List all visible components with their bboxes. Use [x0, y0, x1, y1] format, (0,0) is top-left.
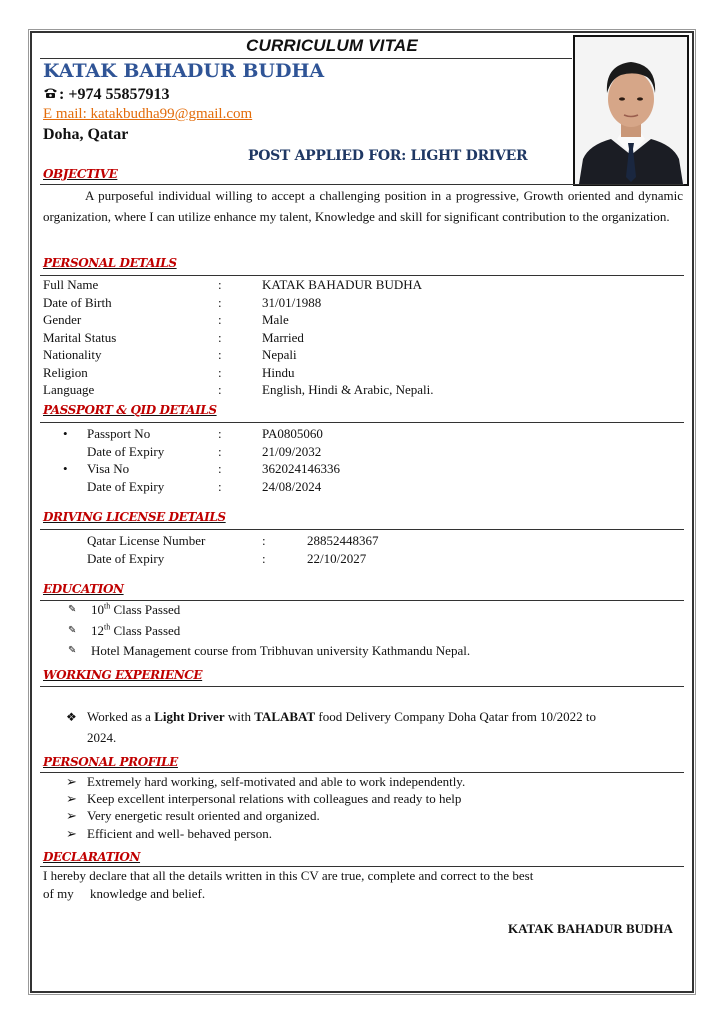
passport-colon: :	[218, 478, 222, 494]
driving-value: 28852448367	[307, 533, 379, 548]
passport-value: PA0805060	[262, 426, 323, 441]
passport-colon: :	[218, 443, 222, 459]
pen-bullet-icon: ✎	[68, 604, 77, 615]
passport-value: 21/09/2032	[262, 443, 322, 459]
pen-bullet-icon: ✎	[68, 645, 77, 656]
city: Doha, Qatar	[43, 126, 129, 143]
declaration-line-1: I hereby declare that all the details written in this CV are true, complete and correct to the best	[43, 868, 534, 883]
education-text-main: 10	[91, 602, 104, 617]
education-text-rest: Class Passed	[110, 622, 181, 638]
education-superscript: th	[104, 601, 111, 611]
education-text	[91, 641, 470, 661]
objective-text: A purposeful individual willing to accept a challenging position in a progressive, Growth oriented and dynamic organization, where I can utilize enhance my talent, Knowledge and skill for significant contribution to the organization.	[43, 188, 683, 224]
declaration-line-2: of my knowledge and belief.	[43, 886, 206, 901]
detail-colon: :	[218, 312, 222, 327]
driving-colon: :	[262, 550, 266, 566]
detail-value: Male	[262, 312, 289, 327]
passport-label: Passport No	[87, 426, 151, 441]
education-text	[91, 600, 180, 620]
experience-heading: WORKING EXPERIENCE	[43, 668, 203, 682]
telephone-icon	[43, 86, 59, 104]
education-text-rest: Class Passed	[110, 602, 181, 617]
arrow-bullet-icon: ➢	[66, 808, 77, 824]
experience-text-1: Worked as a	[87, 709, 155, 724]
passport-heading: PASSPORT & QID DETAILS	[43, 403, 217, 417]
personal-details-heading: PERSONAL DETAILS	[43, 256, 177, 270]
detail-label: Marital Status	[43, 329, 117, 345]
passport-rule	[40, 422, 684, 423]
objective-heading: OBJECTIVE	[43, 167, 118, 181]
driving-license-heading: DRIVING LICENSE DETAILS	[43, 510, 226, 524]
post-applied: POST APPLIED FOR: LIGHT DRIVER	[248, 148, 528, 164]
passport-value: 362024146336	[262, 461, 340, 476]
driving-value: 22/10/2027	[307, 550, 367, 566]
detail-label: Religion	[43, 364, 88, 380]
profile-photo	[573, 35, 689, 186]
passport-label: Visa No	[87, 461, 130, 476]
detail-label: Date of Birth	[43, 294, 112, 310]
detail-colon: :	[218, 277, 222, 292]
driving-license-rule	[40, 529, 684, 530]
experience-text-4: 2024.	[87, 730, 117, 745]
experience-role: Light Driver	[154, 709, 225, 724]
detail-value: Married	[262, 329, 304, 345]
personal-profile-heading: PERSONAL PROFILE	[43, 755, 178, 769]
detail-value: KATAK BAHADUR BUDHA	[262, 277, 423, 292]
arrow-bullet-icon: ➢	[66, 774, 77, 789]
passport-label: Date of Expiry	[87, 478, 165, 494]
bullet-icon: •	[63, 461, 68, 476]
detail-colon: :	[218, 294, 222, 310]
detail-colon: :	[218, 347, 222, 362]
title-rule	[40, 58, 572, 59]
profile-text: Efficient and well- behaved person.	[87, 825, 272, 841]
detail-colon: :	[218, 329, 222, 345]
education-superscript: th	[104, 622, 111, 632]
declaration-heading: DECLARATION	[43, 850, 141, 864]
detail-label: Nationality	[43, 347, 102, 362]
detail-label: Gender	[43, 312, 82, 327]
detail-colon: :	[218, 364, 222, 380]
detail-value: 31/01/1988	[262, 294, 322, 310]
education-text-main: 12	[91, 622, 104, 638]
candidate-name: KATAK BAHADUR BUDHA	[43, 60, 325, 82]
experience-text-3: food Delivery Company Doha Qatar from 10/2022 to	[315, 709, 597, 724]
driving-colon: :	[262, 533, 266, 548]
education-heading: EDUCATION	[43, 582, 124, 596]
education-text-main: Hotel Management course from Tribhuvan university Kathmandu Nepal.	[91, 643, 471, 658]
arrow-bullet-icon: ➢	[66, 825, 77, 841]
detail-value: Hindu	[262, 364, 295, 380]
experience-company: TALABAT	[254, 709, 316, 724]
bullet-icon: •	[63, 426, 68, 441]
passport-value: 24/08/2024	[262, 478, 322, 494]
diamond-bullet-icon: ❖	[66, 710, 77, 724]
passport-colon: :	[218, 426, 222, 441]
profile-text: Keep excellent interpersonal relations with colleagues and ready to help	[87, 791, 462, 807]
profile-text: Very energetic result oriented and organized.	[87, 808, 320, 824]
driving-label: Date of Expiry	[87, 550, 165, 566]
passport-colon: :	[218, 461, 222, 476]
detail-value: English, Hindi & Arabic, Nepali.	[262, 382, 434, 397]
phone-line	[43, 86, 169, 104]
phone-number: : +974 55857913	[59, 86, 170, 103]
driving-label: Qatar License Number	[87, 533, 206, 548]
passport-label: Date of Expiry	[87, 443, 165, 459]
email-link[interactable]: E mail: katakbudha99@gmail.com	[43, 106, 253, 122]
detail-colon: :	[218, 382, 222, 397]
cv-title: CURRICULUM VITAE	[246, 36, 418, 55]
signature-name: KATAK BAHADUR BUDHA	[508, 921, 673, 936]
profile-text: Extremely hard working, self-motivated and able to work independently.	[87, 774, 466, 789]
detail-label: Full Name	[43, 277, 99, 292]
experience-rule	[40, 686, 684, 687]
pen-bullet-icon: ✎	[68, 624, 77, 636]
arrow-bullet-icon: ➢	[66, 791, 77, 807]
experience-text-2: with	[224, 709, 255, 724]
detail-label: Language	[43, 382, 95, 397]
education-text	[91, 621, 180, 641]
detail-value: Nepali	[262, 347, 297, 362]
